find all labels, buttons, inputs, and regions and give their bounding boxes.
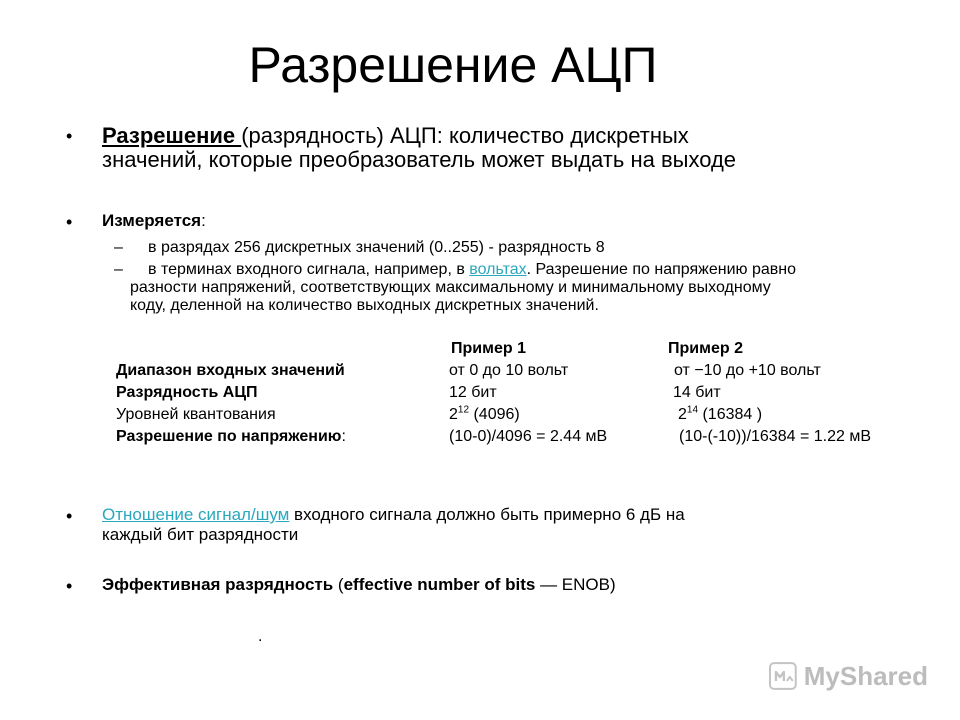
myshared-text: MyShared (803, 660, 928, 691)
table-row-label: Уровней квантования (116, 406, 276, 423)
table-row-label-voltage (116, 426, 346, 448)
volts-post: . Разрешение по напряжению равно (526, 261, 796, 278)
snr-rest-line2: каждый бит разрядности (102, 525, 299, 544)
enob-close: — ENOB) (535, 575, 616, 594)
sub-bullet-marker: – (114, 239, 123, 256)
power-base: 2 (678, 406, 687, 423)
resolution-rest-line2: значений, которые преобразователь может выдать на выходе (102, 147, 737, 172)
resolution-rest-line1: (разрядность) АЦП: количество дискретных (241, 123, 689, 148)
table-cell-power-1 (449, 404, 520, 426)
bullet-marker: • (66, 212, 73, 232)
bullet-snr (102, 505, 902, 545)
table-cell: (10-0)/4096 = 2.44 мВ (449, 428, 608, 445)
voltage-resolution-colon: : (341, 428, 346, 445)
sub-bullet-volts (148, 261, 908, 279)
stray-dot: . (258, 628, 263, 645)
power-tail: (16384 ) (698, 406, 763, 423)
bullet-measured (102, 211, 206, 231)
volts-line3: коду, деленной на количество выходных дискретных значений. (130, 297, 599, 314)
bullet-marker: • (66, 126, 73, 146)
bullet-resolution-definition (102, 124, 902, 172)
sub-bullet-bits: в разрядах 256 дискретных значений (0..255) - разрядность 8 (148, 239, 605, 256)
table-cell-power-2 (678, 404, 762, 426)
volts-link[interactable]: вольтах (469, 261, 527, 278)
enob-open: ( (333, 575, 344, 594)
table-cell: от −10 до +10 вольт (674, 362, 821, 379)
table-cell: 12 бит (449, 384, 497, 401)
table-cell: (10-(-10))/16384 = 1.22 мВ (679, 428, 871, 445)
voltage-resolution-label: Разрешение по напряжению (116, 428, 342, 445)
myshared-watermark (768, 658, 928, 694)
table-cell: 14 бит (673, 384, 721, 401)
power-tail: (4096) (469, 406, 520, 423)
enob-term: Эффективная разрядность (102, 575, 334, 594)
snr-link[interactable]: Отношение сигнал/шум (102, 505, 290, 524)
table-header-example-1: Пример 1 (451, 340, 526, 357)
table-header-example-2: Пример 2 (668, 340, 743, 357)
snr-rest-line1: входного сигнала должно быть примерно 6 дБ на (289, 505, 685, 524)
bullet-marker: • (66, 576, 73, 596)
myshared-logo-icon (768, 661, 798, 691)
bullet-marker: • (66, 506, 73, 526)
measured-term: Измеряется (102, 211, 202, 230)
power-exponent: 14 (686, 404, 699, 416)
volts-pre: в терминах входного сигнала, например, в (148, 261, 470, 278)
volts-line2: разности напряжений, соответствующих максимальному и минимальному выходному (130, 279, 771, 296)
bullet-enob (102, 575, 902, 595)
power-base: 2 (449, 406, 458, 423)
resolution-term: Разрешение (102, 123, 242, 148)
measured-colon: : (201, 211, 206, 230)
table-cell: от 0 до 10 вольт (449, 362, 569, 379)
table-row-label: Разрядность АЦП (116, 384, 258, 401)
sub-bullet-marker: – (114, 261, 123, 278)
table-row-label: Диапазон входных значений (116, 362, 345, 379)
enob-english: effective number of bits (343, 575, 536, 594)
slide-title: Разрешение АЦП (248, 37, 658, 93)
power-exponent: 12 (457, 404, 470, 416)
